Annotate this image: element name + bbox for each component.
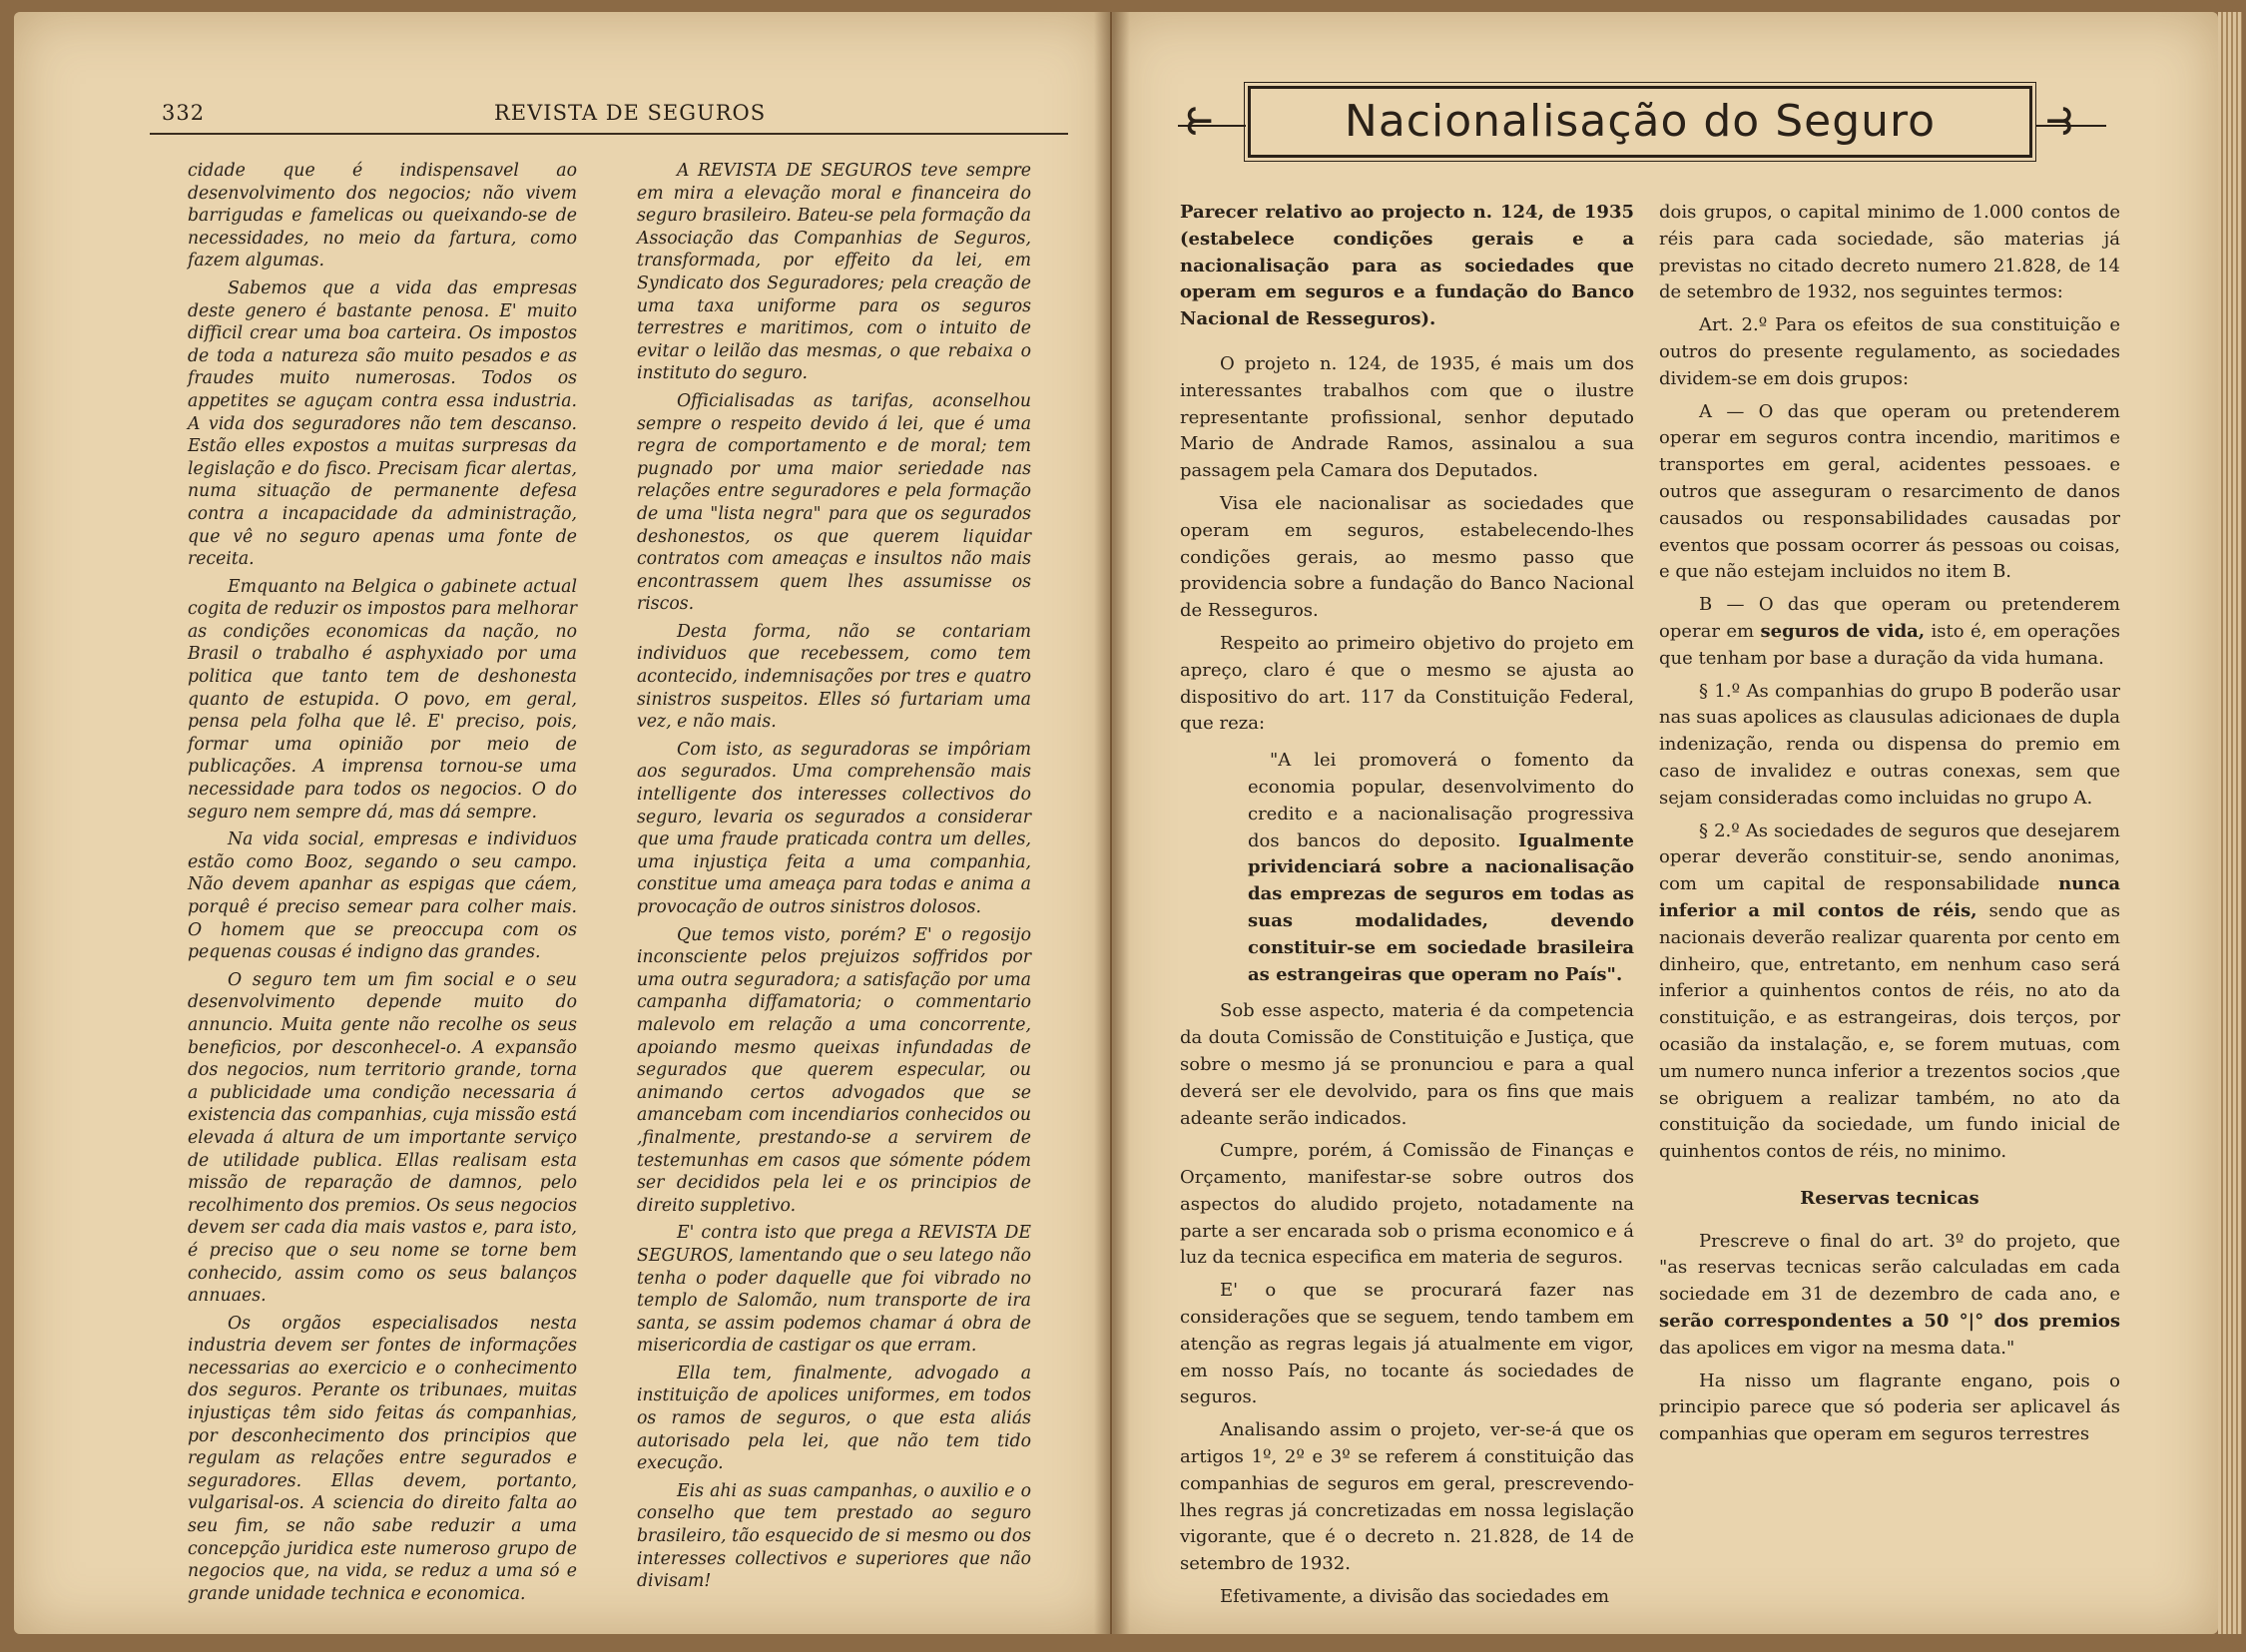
paragraph: Na vida social, empresas e individuos estão como Booz, segando o seu campo. Não devem apanhar as espigas que cáem, porquê é preciso semear para colher mais. O homem que se preoccupa com os pequenas cousas é indigno das grandes. — [188, 829, 577, 963]
paragraph: A REVISTA DE SEGUROS teve sempre em mira a elevação moral e financeira do seguro brasileiro. Bateu-se pela formação da Associação das Companhias de Seguros, transformada, por effeito da lei, em Syndicato dos Seguradores; pela creação de uma taxa uniforme para os seguros terrestres e maritimos, com o intuito de evitar o leilão das mesmas, o que rebaixa o instituto do seguro. — [637, 161, 1031, 384]
article-2: Art. 2.º Para os efeitos de sua constituição e outros do presente regulamento, as sociedades dividem-se em dois grupos: — [1659, 314, 2120, 389]
paragraph: E' contra isto que prega a REVISTA DE SEGUROS, lamentando que o seu latego não tenha o poder daquelle que foi vibrado no templo de Salomão, num transporte de ira santa, se assim podemos chamar á obra de misericordia de castigar os que erram. — [637, 1223, 1031, 1357]
paragraph: E' o que se procurará fazer nas considerações que se seguem, tendo tambem em atenção as regras legais já atualmente em vigor, em nosso País, no tocante ás sociedades de seguros. — [1180, 1280, 1634, 1408]
paragraph-2 — [1659, 819, 2120, 1166]
subheading: Reservas tecnicas — [1800, 1187, 1979, 1209]
paragraph: Sabemos que a vida das empresas deste genero é bastante penosa. E' muito difficil crear uma boa carteira. Os impostos de toda a natureza são muito pesados e as fraudes muito numerosas. Todos os appetites se aguçam contra essa industria. A vida dos seguradores não tem descanso. Estão elles expostos a muitas surpresas da legislação e do fisco. Precisam ficar alertas, numa situação de permanente defesa contra a incapacidade da administração, que vê no seguro apenas uma fonte de receita. — [188, 277, 577, 570]
item-b-text: B — O das que operam ou pretenderem operar em — [1659, 594, 2120, 642]
left-column-1 — [188, 160, 577, 1610]
paragraph: Visa ele nacionalisar as sociedades que operam em seguros, estabelecendo-lhes condições gerais, ao mesmo passo que providencia sobre a fundação do Banco Nacional de Resseguros. — [1180, 492, 1634, 622]
right-column-1 — [1180, 200, 1634, 1617]
paragraph: Desta forma, não se contariam individuos que recebessem, como tem acontecido, indemnisações por tres e quatro sinistros suspeitos. Elles só furtariam uma vez, e não mais. — [637, 621, 1031, 733]
page-number: 332 — [162, 101, 206, 125]
paragraph-2-text-end: sendo que as nacionais deverão realizar quarenta por cento em dinheiro, que, entretanto, em nenhum caso será inferior a quinhentos contos de réis, no ato da constituição, e as estrangeiras, dois terços, por ocasião da instalação, e, se forem mutuas, com um numero nunca inferior a trezentos socios ,que se obriguem a realizar também, no ato da constituição da sociedade, um fundo inicial de quinhentos contos de réis, no minimo. — [1659, 899, 2120, 1163]
paragraph: cidade que é indispensavel ao desenvolvimento dos negocios; não vivem barrigudas e famelicas ou queixando-se de necessidades, no meio da fartura, como fazem algumas. — [188, 161, 577, 272]
book-gutter — [1094, 12, 1130, 1634]
paragraph: Efetivamente, a divisão das sociedades em — [1220, 1586, 1610, 1608]
paragraph: Com isto, as seguradoras se impôriam aos segurados. Uma comprehensão mais intelligente dos interesses collectivos do seguro, levaria os segurados a considerar que uma fraude praticada contra um delles, uma injustiça feita a uma companhia, constitue uma ameaça para todas e anima a provocação de outros sinistros dolosos. — [637, 739, 1031, 917]
reserves-text-end: das apolices em vigor na mesma data." — [1659, 1337, 2015, 1359]
reserves-bold: serão correspondentes a 50 °|° dos premios — [1659, 1311, 2120, 1333]
left-column-2 — [637, 160, 1031, 1598]
paragraph-2-bold: nunca inferior a mil contos de réis, — [1659, 873, 2120, 921]
reserves-paragraph — [1659, 1229, 2120, 1363]
reserves-text: Prescreve o final do art. 3º do projeto, que "as reservas tecnicas serão calculadas em cada sociedade em 31 de dezembro de cada ano, e — [1659, 1230, 2120, 1306]
paragraph: Sob esse aspecto, materia é da competencia da douta Comissão de Constituição e Justiça, que sobre o mesmo já se pronunciou e para a qual deverá ser ele devolvido, para os fins que mais adeante serão indicados. — [1180, 1000, 1634, 1129]
item-a: A — O das que operam ou pretenderem operar em seguros contra incendio, maritimos e transportes em geral, acidentes pessoaes. e outros que asseguram o resarcimento de danos causados ou responsabilidades causadas por eventos que possam ocorrer ás pessoas ou coisas, e que não estejam incluidos no item B. — [1659, 400, 2120, 583]
constitution-quote — [1248, 748, 1634, 988]
ornament-right-icon: ⥼ — [2040, 93, 2079, 147]
paragraph: Eis ahi as suas campanhas, o auxilio e o conselho que tem prestado ao seguro brasileiro, tão esquecido de si mesmo ou dos interesses collectivos e superiores que não divisam! — [637, 1480, 1031, 1592]
paragraph-1: § 1.º As companhias do grupo B poderão usar nas suas apolices as clausulas adicionaes de dupla indenização, renda ou dispensa do premio em caso de invalidez e outras conexas, sem que sejam consideradas como incluidas no grupo A. — [1659, 680, 2120, 809]
paragraph: Officialisadas as tarifas, aconselhou sempre o respeito devido á lei, que é uma regra de comportamento e de moral; tem pugnado por uma maior seriedade nas relações entre seguradores e pela formação de uma "lista negra" para que os segurados deshonestos, os que querem liquidar contratos com ameaças e insultos não mais encontrassem quem lhes assumisse os riscos. — [637, 390, 1031, 615]
running-title: REVISTA DE SEGUROS — [494, 101, 767, 125]
page-edges — [2218, 12, 2242, 1634]
ornament-left-icon: ⥼ — [1180, 93, 1219, 147]
running-head — [150, 101, 1068, 135]
quote-text: "A lei promoverá o fomento da economia popular, desenvolvimento do credito e a nacionalisação progressiva dos bancos do deposito. — [1248, 750, 1634, 851]
paragraph: O seguro tem um fim social e o seu desenvolvimento depende muito do annuncio. Muita gente não recolhe os seus beneficios, por desconhecel-o. A expansão dos negocios, num territorio grande, torna a publicidade uma condição necessaria á existencia das companhias, cuja missão está elevada á altura de um importante serviço de utilidade publica. Ellas realisam esta missão de reparação de damnos, pelo recolhimento dos premios. Os seus negocios devem ser cada dia mais vastos e, para isto, é preciso que o seu nome se torne bem conhecido, assim como os seus balanços annuaes. — [188, 969, 577, 1307]
lead-paragraph: Parecer relativo ao projecto n. 124, de 1935 (estabelece condições gerais e a nacionalisação para as sociedades que operam em seguros e a fundação do Banco Nacional de Resseguros). — [1180, 202, 1634, 330]
paragraph: Cumpre, porém, á Comissão de Finanças e Orçamento, manifestar-se sobre outros dos aspectos do aludido projeto, notadamente na parte a ser encarada sob o prisma economico e á luz da tecnica especifica em materia de seguros. — [1180, 1140, 1634, 1269]
paragraph: dois grupos, o capital minimo de 1.000 contos de réis para cada sociedade, são materias já previstas no citado decreto numero 21.828, de 14 de setembro de 1932, nos seguintes termos: — [1659, 202, 2120, 303]
item-b-bold: seguros de vida, — [1760, 620, 1926, 642]
item-b-text-end: isto é, em operações que tenham por base a duração da vida humana. — [1659, 620, 2120, 669]
paragraph: Ella tem, finalmente, advogado a instituição de apolices uniformes, em todos os ramos de seguros, o que esta aliás autorisado pela lei, que não tem tido execução. — [637, 1363, 1031, 1474]
section-heading: Nacionalisação do Seguro — [1248, 86, 2032, 158]
right-column-2 — [1659, 200, 2120, 1454]
paragraph: Os orgãos especialisados nesta industria devem ser fontes de informações necessarias ao exercicio e o conhecimento dos seguros. Perante os tribunaes, muitas injustiças têm sido feitas ás companhias, por desconhecimento dos principios que regulam as relações entre segurados e seguradores. Ellas devem, portanto, vulgarisal-os. A sciencia do direito falta ao seu fim, se não sabe reduzir a uma concepção juridica este numeroso grupo de negocios que, na vida, se reduz a uma só e grande unidade technica e economica. — [188, 1313, 577, 1604]
paragraph: O projeto n. 124, de 1935, é mais um dos interessantes trabalhos com que o ilustre representante profissional, senhor deputado Mario de Andrade Ramos, assinalou a sua passagem pela Camara dos Deputados. — [1180, 352, 1634, 482]
item-b — [1659, 592, 2120, 672]
paragraph: Respeito ao primeiro objetivo do projeto em apreço, claro é que o mesmo se ajusta ao dispositivo do art. 117 da Constituição Federal, que reza: — [1180, 632, 1634, 735]
paragraph: Emquanto na Belgica o gabinete actual cogita de reduzir os impostos para melhorar as condições economicas da nação, no Brasil o trabalho é asphyxiado por uma politica que tanto tem de deshonesta quanto de estupida. O povo, em geral, pensa pela folha que lê. E' preciso, pois, formar uma opinião por meio de publicações. A imprensa tornou-se uma necessidade para todos os negocios. O do seguro nem sempre dá, mas dá sempre. — [188, 576, 577, 823]
paragraph: Analisando assim o projeto, ver-se-á que os artigos 1º, 2º e 3º se referem á constituição das companhias de seguros em geral, prescrevendo-lhes regras já concretizadas em nossa legislação vigorante, que é o decreto n. 21.828, de 14 de setembro de 1932. — [1180, 1419, 1634, 1575]
paragraph: Ha nisso um flagrante engano, pois o principio parece que só poderia ser aplicavel ás companhias que operam em seguros terrestres — [1659, 1370, 2120, 1445]
paragraph: Que temos visto, porém? E' o regosijo inconsciente pelos prejuizos soffridos por uma outra seguradora; a satisfação por uma campanha diffamatoria; o commentario malevolo em relação a uma concorrente, apoiando mesmo queixas infundadas de segurados que querem especular, ou animando certos advogados que se amancebam com incendiarios conhecidos ou ,finalmente, prestando-se a servirem de testemunhas em casos que sómente pódem ser decididos pela lei e os principios de direito suppletivo. — [637, 924, 1031, 1216]
paragraph-2-text: § 2.º As sociedades de seguros que desejarem operar deverão constituir-se, sendo anonimas, com um capital de responsabilidade — [1659, 820, 2120, 895]
quote-bold-text: Igualmente prividenciará sobre a nacionalisação das emprezas de seguros em todas as suas modalidades, devendo constituir-se em sociedade brasileira as estrangeiras que operam no País". — [1248, 829, 1634, 985]
